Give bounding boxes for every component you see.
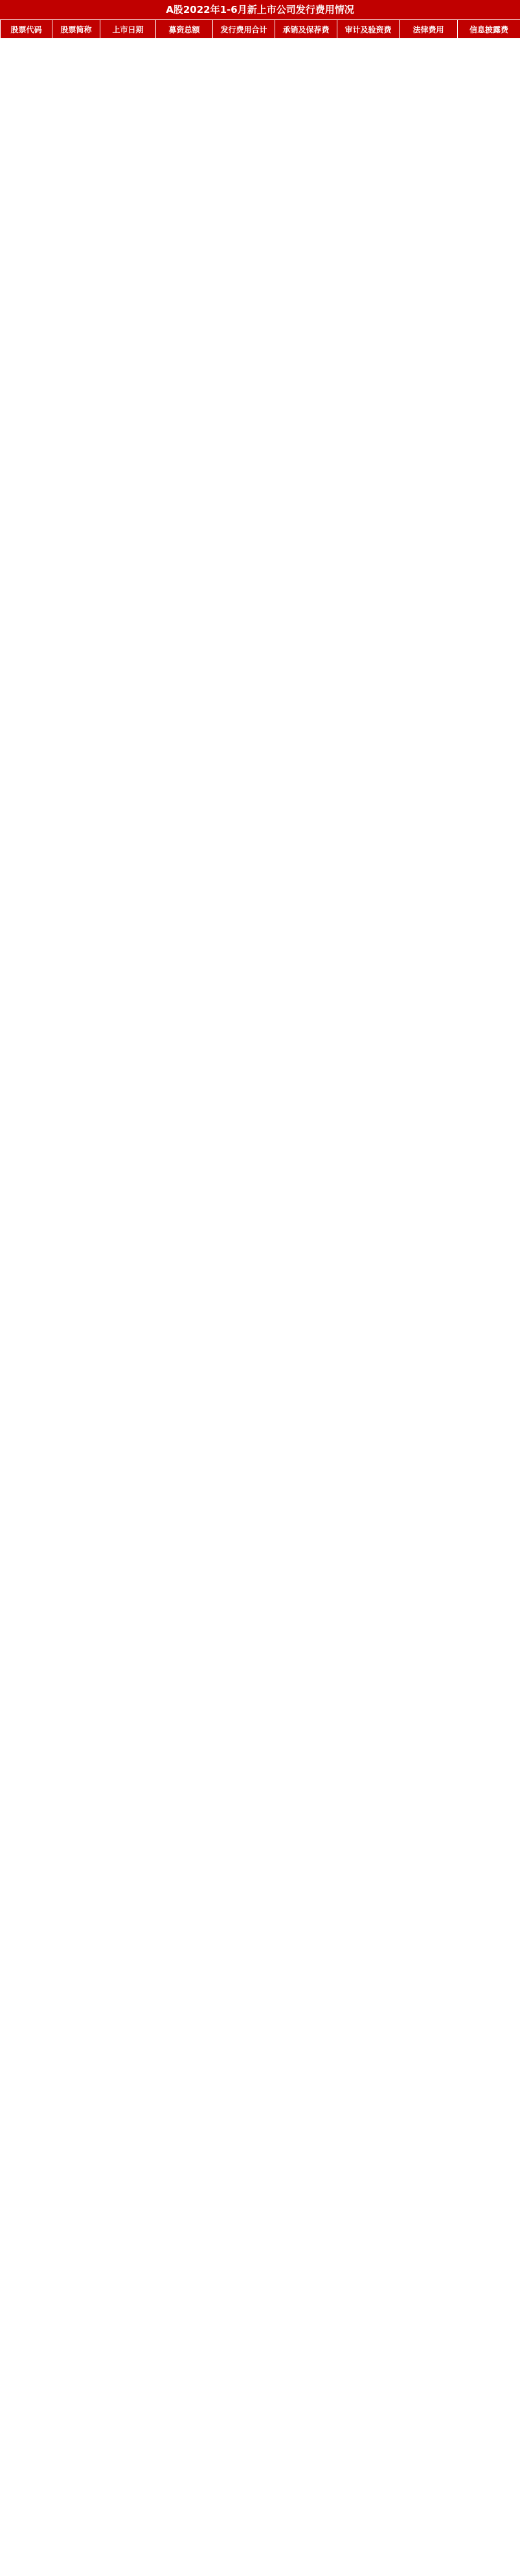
col-header-name: 股票简称 [52, 20, 100, 39]
col-header-underwriting: 承销及保荐费 [275, 20, 337, 39]
col-header-date: 上市日期 [100, 20, 156, 39]
col-header-disclosure: 信息披露费 [458, 20, 520, 39]
header-row [1, 20, 520, 39]
col-header-raised: 募资总额 [156, 20, 213, 39]
col-header-code: 股票代码 [1, 20, 52, 39]
table-title: A股2022年1-6月新上市公司发行费用情况 [0, 0, 520, 19]
col-header-legal: 法律费用 [400, 20, 458, 39]
ipo-fee-table [0, 19, 520, 39]
col-header-audit: 审计及验资费 [337, 20, 400, 39]
col-header-total-fee: 发行费用合计 [213, 20, 275, 39]
